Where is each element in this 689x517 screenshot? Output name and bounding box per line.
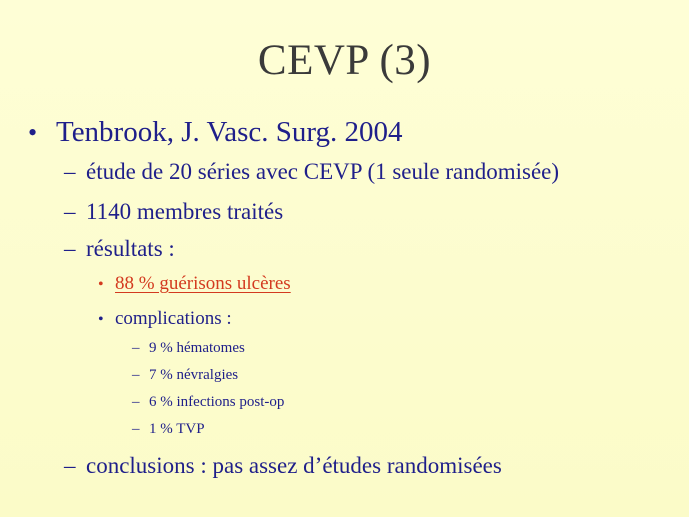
- complication-item: 7 % névralgies: [149, 367, 239, 383]
- results-healing: 88 % guérisons ulcères: [115, 273, 291, 294]
- dash-icon: –: [132, 340, 140, 356]
- complication-item: 6 % infections post-op: [149, 394, 285, 410]
- bullet-icon: •: [28, 118, 38, 147]
- sub-point-members: 1140 membres traités: [86, 199, 284, 224]
- dash-icon: –: [132, 394, 140, 410]
- results-complications: complications :: [115, 308, 232, 329]
- sub-point-study: étude de 20 séries avec CEVP (1 seule randomisée): [86, 159, 560, 184]
- main-point: Tenbrook, J. Vasc. Surg. 2004: [56, 116, 403, 148]
- dash-icon: –: [64, 199, 76, 224]
- dash-icon: –: [64, 453, 76, 478]
- complication-item: 1 % TVP: [149, 421, 205, 437]
- complication-item: 9 % hématomes: [149, 340, 245, 356]
- dash-icon: –: [64, 236, 76, 261]
- sub-point-conclusions: conclusions : pas assez d’études randomisées: [86, 453, 502, 478]
- dash-icon: –: [132, 367, 140, 383]
- slide-title: CEVP (3): [257, 37, 432, 84]
- dash-icon: –: [132, 421, 140, 437]
- bullet-icon: •: [98, 311, 104, 328]
- dash-icon: –: [64, 159, 76, 184]
- bullet-icon: •: [98, 276, 104, 293]
- sub-point-results: résultats :: [86, 236, 175, 261]
